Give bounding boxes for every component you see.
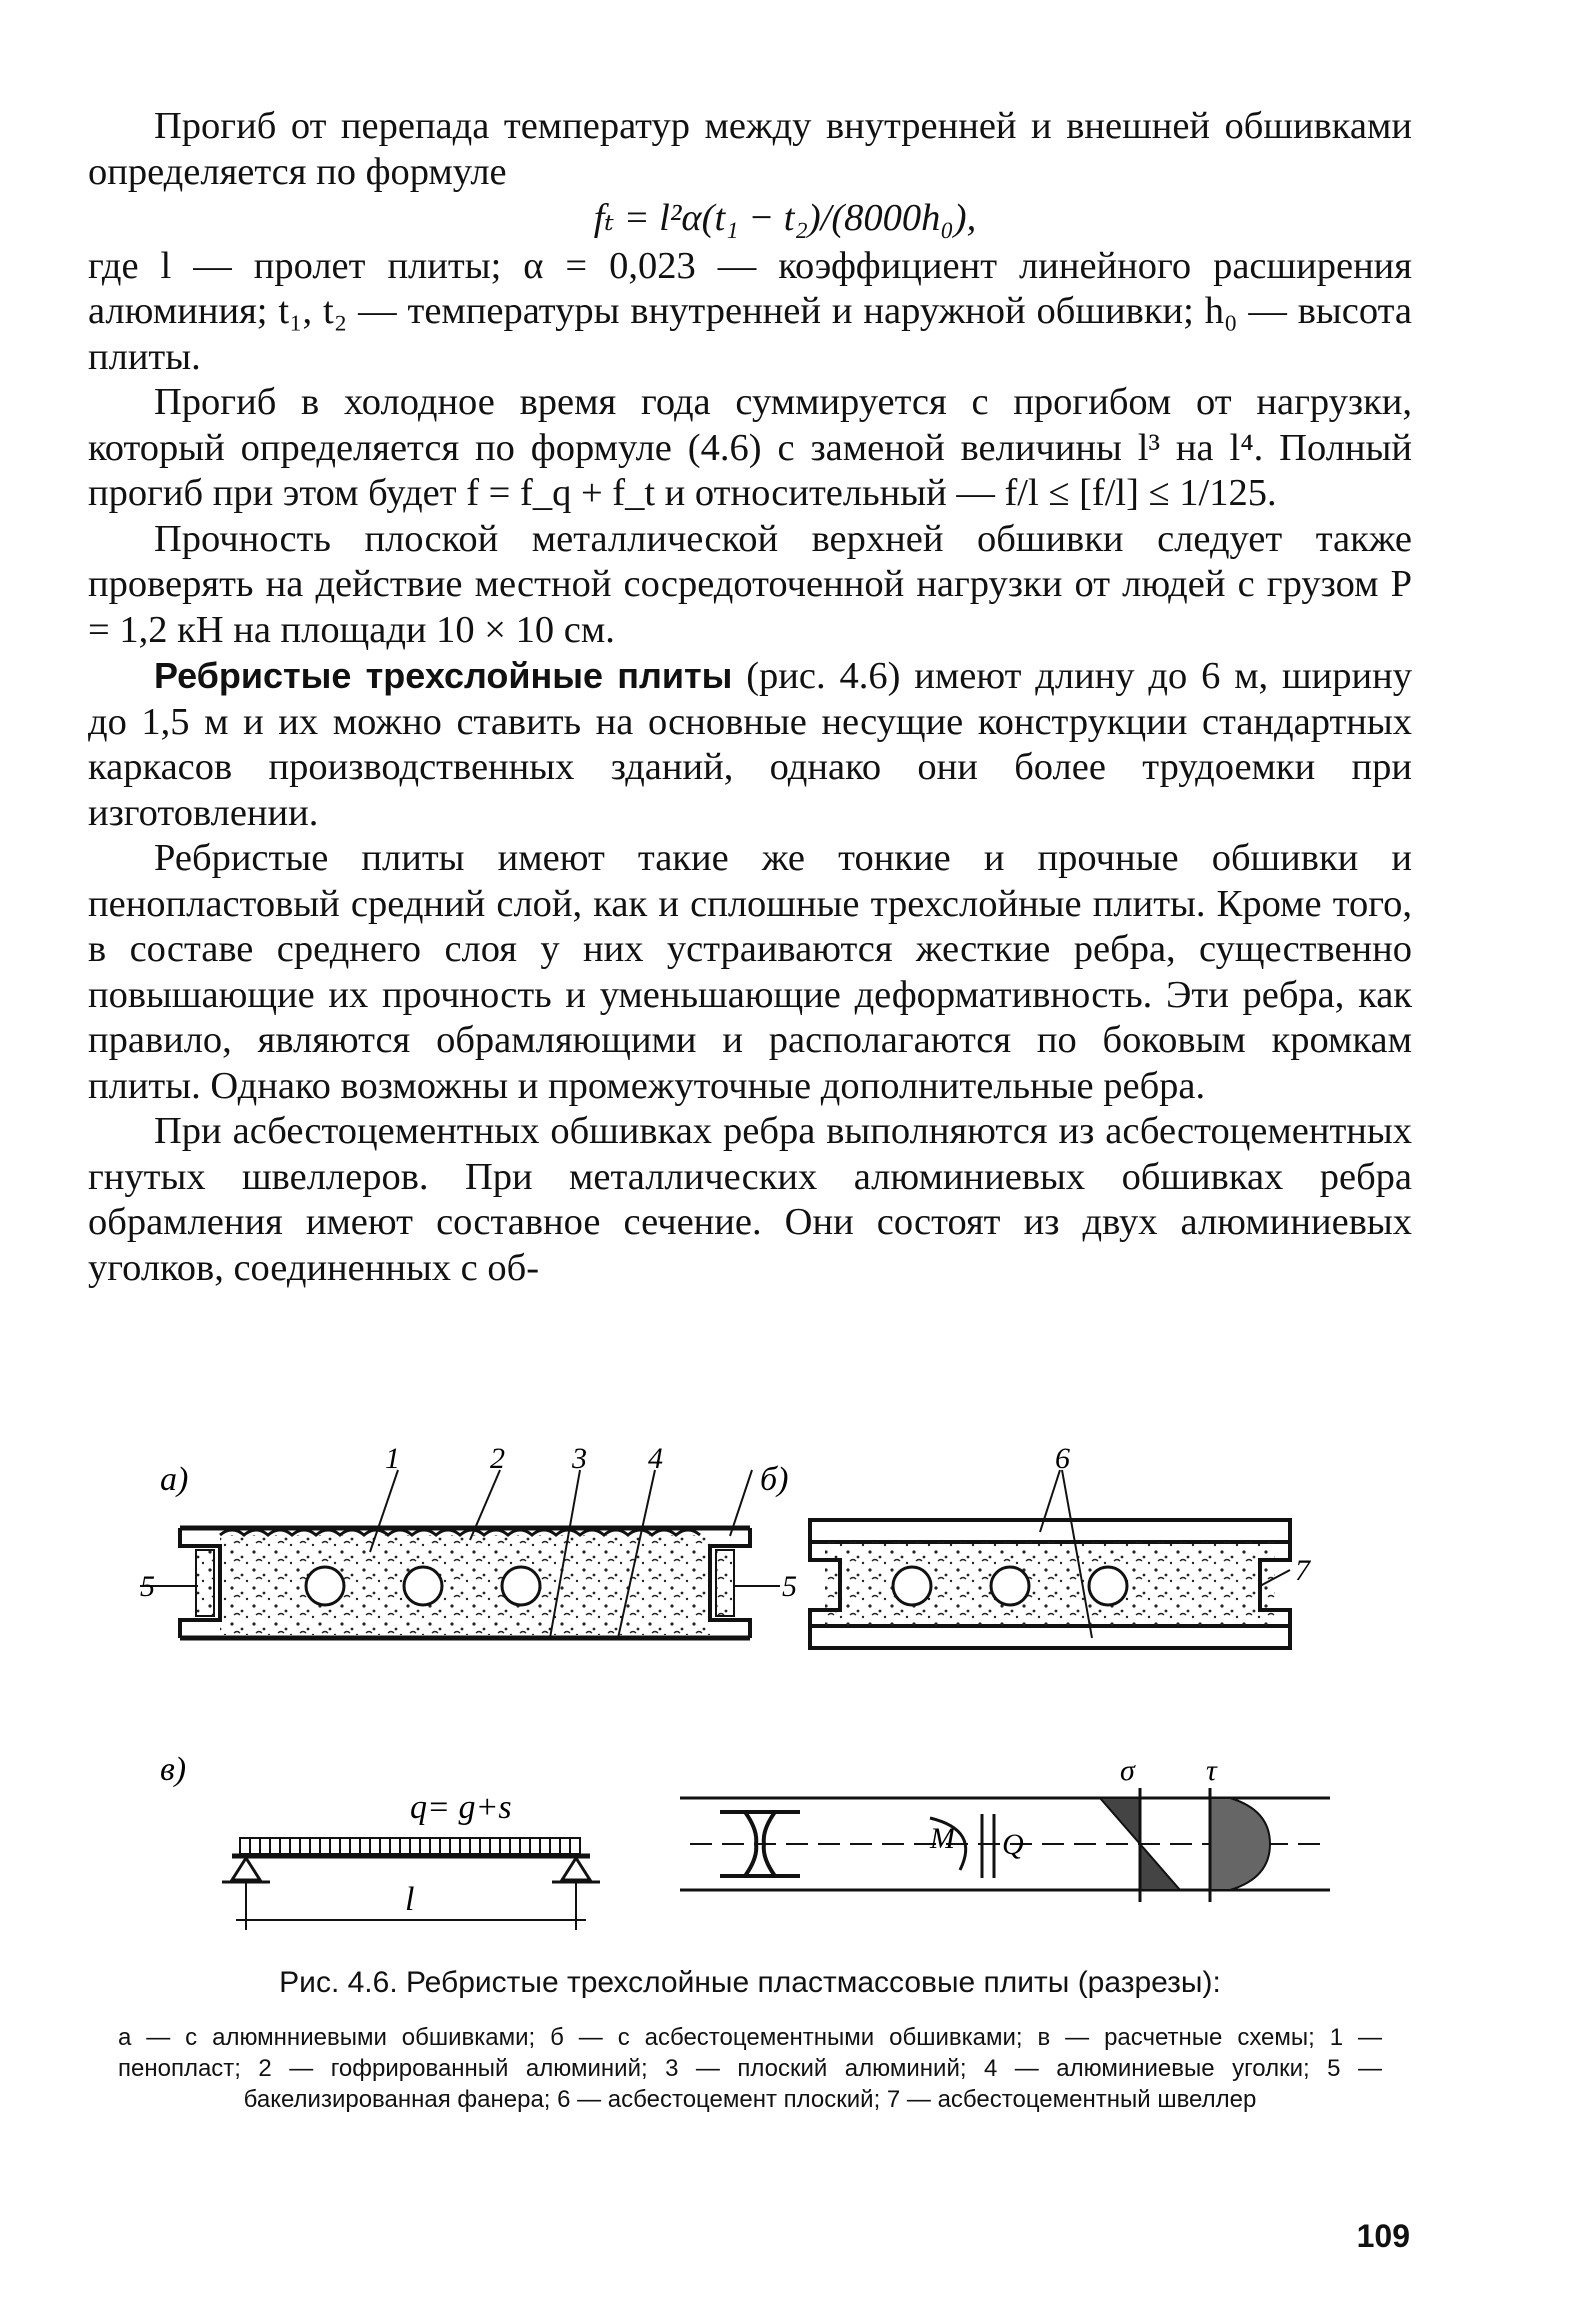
formula-deflection: fₜ = l²α(t₁ − t₂)/(8000h₀), bbox=[593, 197, 977, 239]
panel-label-a: а) bbox=[160, 1461, 189, 1498]
label-a-2: 2 bbox=[490, 1442, 505, 1475]
paragraph-3: Прогиб в холодное время года суммируется с прогибом от нагрузки, который определяется по формуле (4.6) с заменой величины l³ на l⁴. Полный прогиб при этом будет f = f_q + f_t и относительный — f/l ≤ [f/l] ≤ 1/125. bbox=[88, 381, 1412, 514]
paragraph-5-text: (рис. 4.6) имеют длину до 6 м, ширину до 1,5 м и их можно ставить на основные несущие конструкции стандартных каркасов производственных зданий, однако они более трудоемки при изготовлении. bbox=[88, 655, 1412, 834]
beam-scheme bbox=[222, 1789, 600, 1930]
figure-caption-body: а — с алюмнниевыми обшивками; б — с асбестоцементными обшивками; в — расчетные схемы; 1 — пенопласт; 2 — гофрированный алюминий; 3 — плоский алюминий; 4 — алюминиевые уголки; 5 — бакелизированная фанера; 6 — асбестоцемент плоский; 7 — асбестоцементный швеллер bbox=[118, 2024, 1382, 2113]
page-number: 109 bbox=[1356, 2218, 1410, 2254]
lead-term: Ребристые трехслойные плиты bbox=[154, 655, 733, 696]
paragraph-5 bbox=[88, 653, 1412, 836]
label-a-1: 1 bbox=[385, 1442, 400, 1475]
label-a-5-left: 5 bbox=[140, 1570, 155, 1603]
paragraph-4: Прочность плоской металлической верхней обшивки следует также проверять на действие местной сосредоточенной нагрузки от людей с грузом P = 1,2 кН на площади 10 × 10 см. bbox=[88, 517, 1412, 651]
figure-panels-ab bbox=[140, 1440, 1340, 1690]
shear-label: Q bbox=[1002, 1828, 1024, 1861]
design-schemes-diagram bbox=[160, 1730, 1360, 1940]
label-b-7: 7 bbox=[1295, 1554, 1310, 1587]
paragraph-2: где l — пролет плиты; α = 0,023 — коэффициент линейного расширения алюминия; t₁, t₂ — температуры внутренней и наружной обшивки; h₀ — высота плиты. bbox=[88, 244, 1412, 378]
tau-label: τ bbox=[1206, 1754, 1217, 1787]
paragraph-6: Ребристые плиты имеют такие же тонкие и прочные обшивки и пенопластовый средний слой, как и сплошные трехслойные плиты. Кроме того, в составе среднего слоя у них устраиваются жесткие ребра, существенно повышающие их прочность и уменьшающие деформативность. Эти ребра, как правило, являются обрамляющими и располагаются по боковым кромкам плиты. Однако возможны и промежуточные дополнительные ребра. bbox=[88, 837, 1412, 1107]
paragraph-1: Прогиб от перепада температур между внутренней и внешней обшивками определяется по формуле bbox=[88, 105, 1412, 193]
label-a-4: 4 bbox=[648, 1442, 663, 1475]
section-b bbox=[810, 1442, 1312, 1648]
figure-panel-c bbox=[160, 1730, 1360, 1940]
span-label: l bbox=[405, 1881, 415, 1918]
load-label: q= g+s bbox=[410, 1789, 512, 1826]
section-a bbox=[140, 1442, 797, 1638]
figure-caption-title: Рис. 4.6. Ребристые трехслойные пластмассовые плиты (разрезы): bbox=[279, 1966, 1221, 1999]
label-a-5-right: 5 bbox=[782, 1570, 797, 1603]
label-a-3: 3 bbox=[572, 1442, 587, 1475]
panel-label-c: в) bbox=[160, 1751, 187, 1788]
panel-label-b: б) bbox=[760, 1461, 789, 1498]
paragraph-7: При асбестоцементных обшивках ребра выполняются из асбестоцементных гнутых швеллеров. При металлических алюминиевых обшивках ребра обрамления имеют составное сечение. Они состоят из двух алюминиевых уголков, соединенных с об- bbox=[88, 1110, 1412, 1289]
label-b-6: 6 bbox=[1055, 1442, 1070, 1475]
stress-diagrams bbox=[680, 1754, 1330, 1902]
moment-label: M bbox=[930, 1822, 955, 1855]
body-text bbox=[88, 104, 1412, 1291]
sigma-label: σ bbox=[1120, 1754, 1135, 1787]
sections-diagram bbox=[140, 1440, 1340, 1690]
